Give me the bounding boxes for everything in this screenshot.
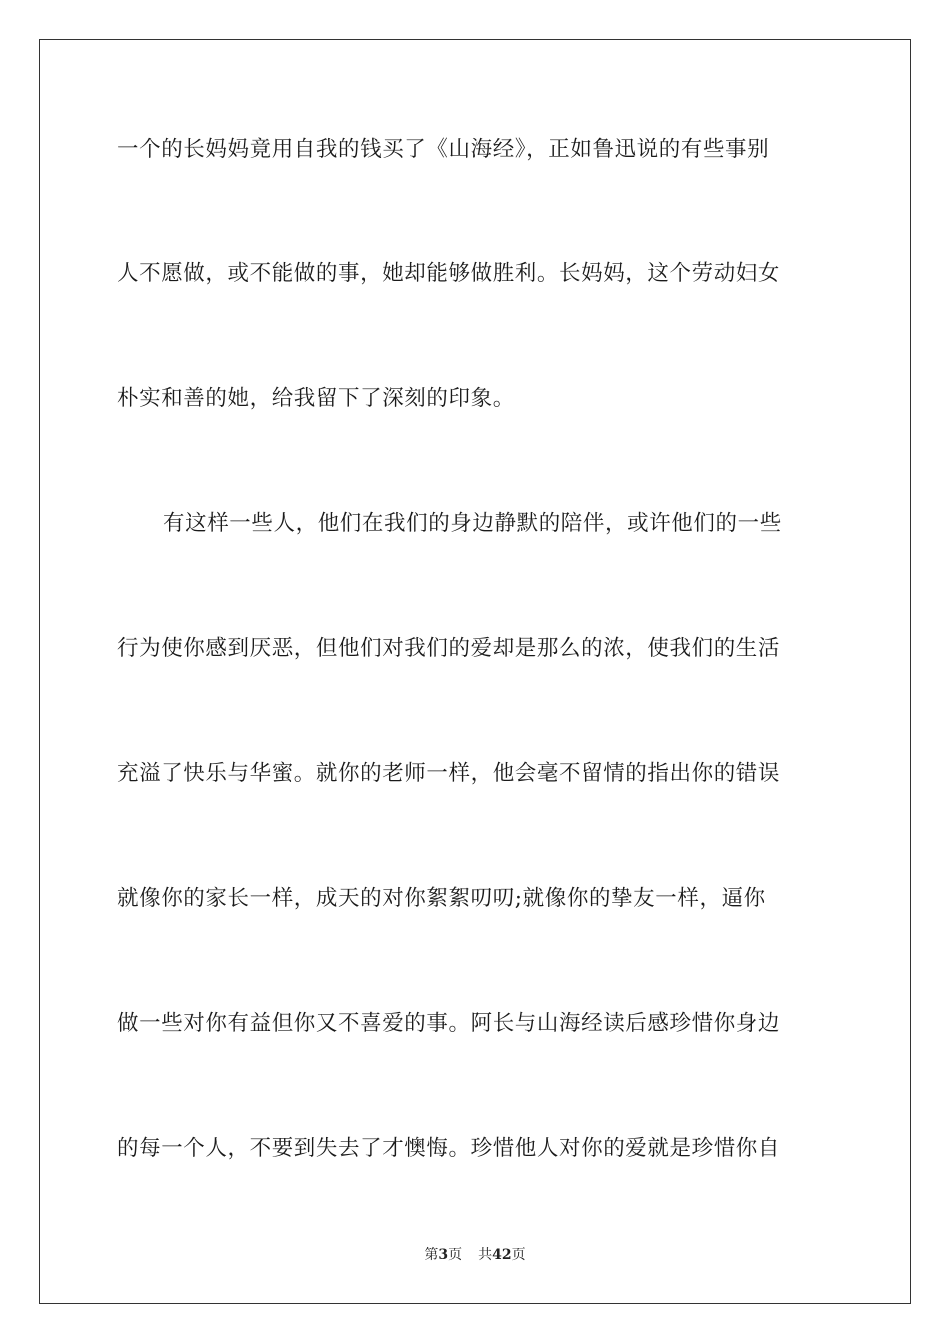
total-label-suffix: 页 [511,1247,526,1263]
text-line-6: 充溢了快乐与华蜜。就你的老师一样，他会毫不留情的指出你的错误 [117,761,781,786]
current-page-number: 3 [438,1247,449,1263]
text-line-7: 就像你的家长一样，成天的对你絮絮叨叨;就像你的挚友一样，逼你 [117,886,766,911]
total-page-count: 42 [492,1247,512,1263]
text-line-3: 朴实和善的她，给我留下了深刻的印象。 [117,386,515,411]
page-label-suffix: 页 [448,1247,463,1263]
text-line-1: 一个的长妈妈竟用自我的钱买了《山海经》，正如鲁迅说的有些事别 [117,137,770,162]
total-label-prefix: 共 [478,1247,493,1263]
text-line-9: 的每一个人，不要到失去了才懊悔。珍惜他人对你的爱就是珍惜你自 [117,1136,781,1161]
page-footer [0,1245,950,1265]
page-border [39,39,911,1304]
text-line-2: 人不愿做，或不能做的事，她却能够做胜利。长妈妈，这个劳动妇女 [117,261,781,286]
text-line-5: 行为使你感到厌恶，但他们对我们的爱却是那么的浓，使我们的生活 [117,636,781,661]
text-line-8: 做一些对你有益但你又不喜爱的事。阿长与山海经读后感珍惜你身边 [117,1011,781,1036]
paragraph-start-line: 有这样一些人，他们在我们的身边静默的陪伴，或许他们的一些 [163,511,782,536]
page-label-prefix: 第 [424,1247,439,1263]
